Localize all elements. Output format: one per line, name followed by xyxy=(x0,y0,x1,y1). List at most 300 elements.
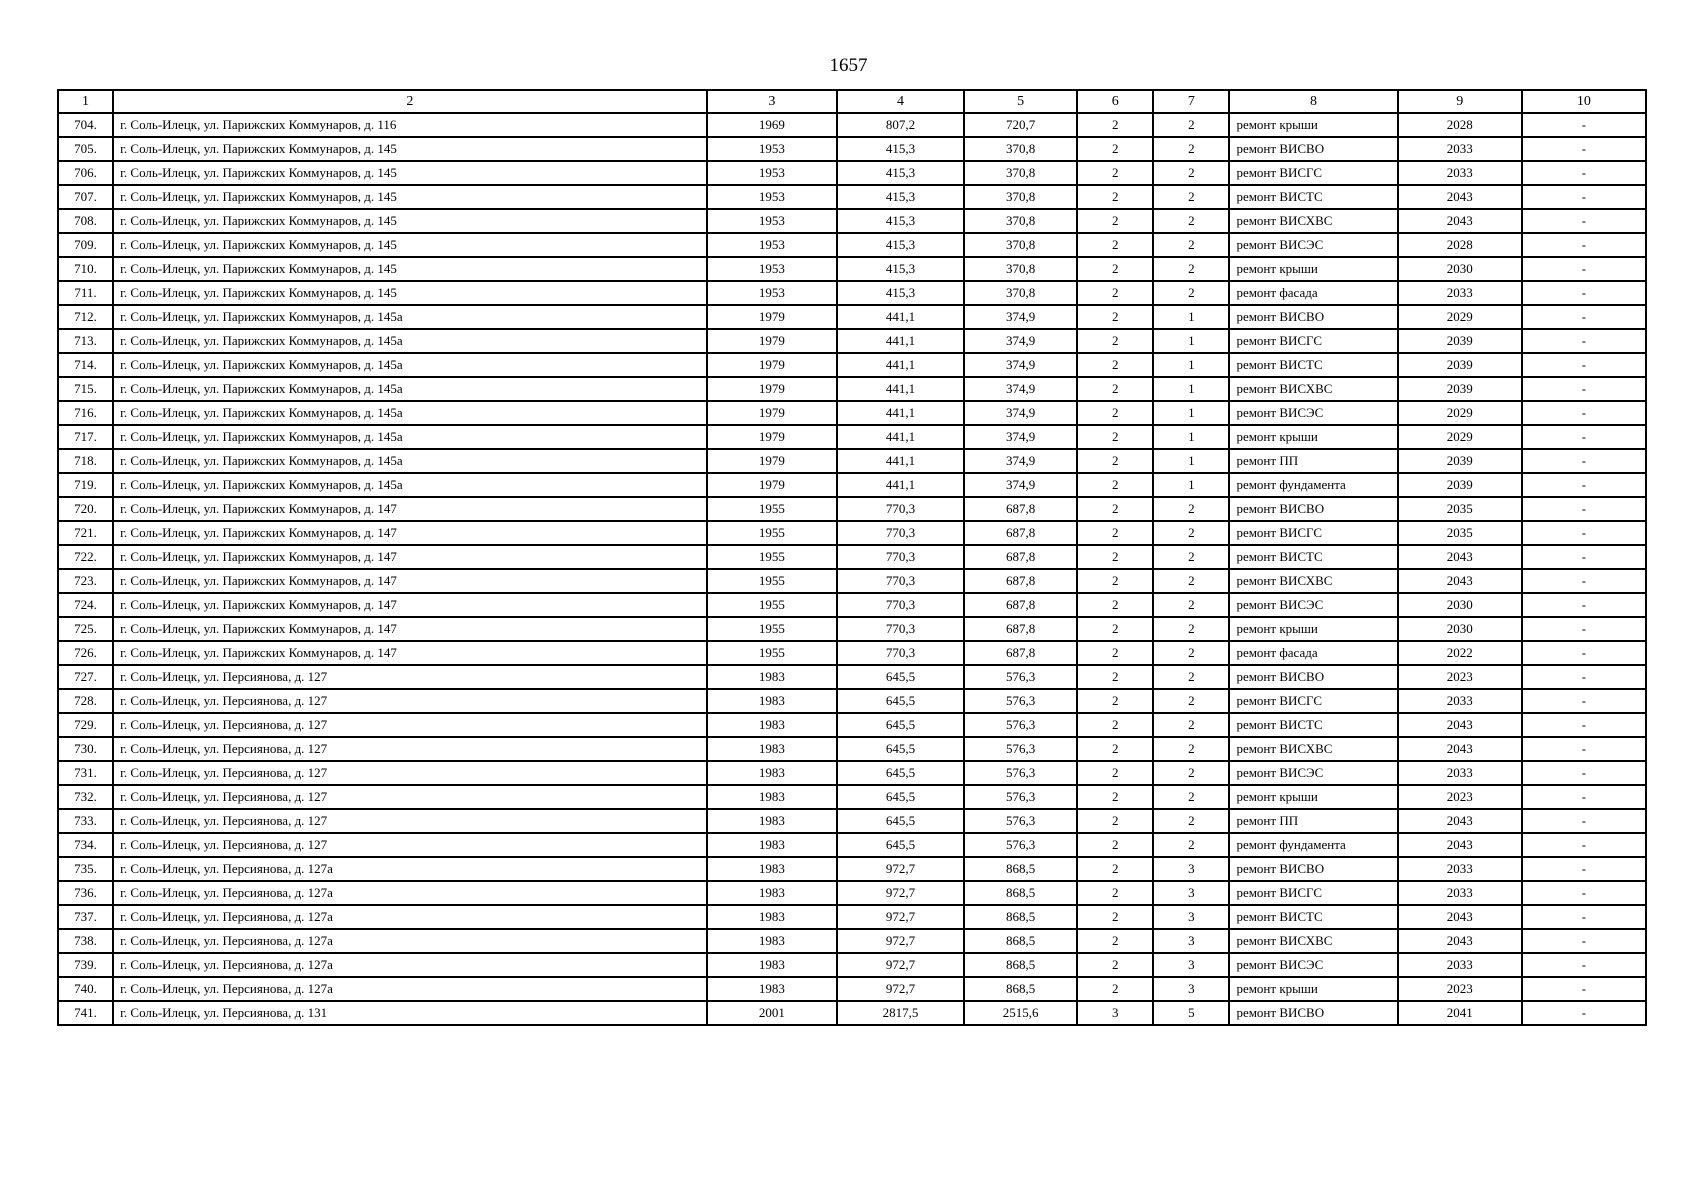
row-number-cell: 734. xyxy=(58,833,113,857)
address-cell: г. Соль-Илецк, ул. Персиянова, д. 127а xyxy=(113,953,707,977)
work-type-cell: ремонт ВИСХВС xyxy=(1229,569,1397,593)
entrances-cell: 1 xyxy=(1153,449,1229,473)
table-row xyxy=(58,497,1646,521)
note-cell: - xyxy=(1522,521,1646,545)
work-type-cell: ремонт ВИСВО xyxy=(1229,1001,1397,1025)
total-area-cell: 770,3 xyxy=(837,569,964,593)
address-cell: г. Соль-Илецк, ул. Парижских Коммунаров, д. 145а xyxy=(113,353,707,377)
column-header-8: 8 xyxy=(1229,90,1397,113)
planned-year-cell: 2033 xyxy=(1398,953,1522,977)
entrances-cell: 3 xyxy=(1153,977,1229,1001)
work-type-cell: ремонт ВИСГС xyxy=(1229,881,1397,905)
table-row xyxy=(58,281,1646,305)
living-area-cell: 687,8 xyxy=(964,641,1077,665)
address-cell: г. Соль-Илецк, ул. Парижских Коммунаров, д. 147 xyxy=(113,521,707,545)
year-built-cell: 1983 xyxy=(707,857,837,881)
row-number-cell: 714. xyxy=(58,353,113,377)
address-cell: г. Соль-Илецк, ул. Парижских Коммунаров, д. 145а xyxy=(113,425,707,449)
note-cell: - xyxy=(1522,545,1646,569)
column-header-1: 1 xyxy=(58,90,113,113)
living-area-cell: 576,3 xyxy=(964,665,1077,689)
note-cell: - xyxy=(1522,593,1646,617)
note-cell: - xyxy=(1522,977,1646,1001)
floors-cell: 2 xyxy=(1077,281,1153,305)
planned-year-cell: 2033 xyxy=(1398,137,1522,161)
address-cell: г. Соль-Илецк, ул. Парижских Коммунаров, д. 145 xyxy=(113,281,707,305)
note-cell: - xyxy=(1522,785,1646,809)
entrances-cell: 5 xyxy=(1153,1001,1229,1025)
row-number-cell: 736. xyxy=(58,881,113,905)
table-row xyxy=(58,473,1646,497)
year-built-cell: 1953 xyxy=(707,185,837,209)
floors-cell: 2 xyxy=(1077,377,1153,401)
work-type-cell: ремонт ВИСТС xyxy=(1229,185,1397,209)
table-row xyxy=(58,425,1646,449)
planned-year-cell: 2028 xyxy=(1398,113,1522,137)
work-type-cell: ремонт ВИСГС xyxy=(1229,329,1397,353)
table-body xyxy=(58,113,1646,1025)
living-area-cell: 576,3 xyxy=(964,737,1077,761)
address-cell: г. Соль-Илецк, ул. Парижских Коммунаров, д. 116 xyxy=(113,113,707,137)
note-cell: - xyxy=(1522,737,1646,761)
note-cell: - xyxy=(1522,665,1646,689)
living-area-cell: 576,3 xyxy=(964,809,1077,833)
entrances-cell: 1 xyxy=(1153,329,1229,353)
row-number-cell: 722. xyxy=(58,545,113,569)
work-type-cell: ремонт ВИСЭС xyxy=(1229,233,1397,257)
total-area-cell: 441,1 xyxy=(837,353,964,377)
living-area-cell: 374,9 xyxy=(964,329,1077,353)
address-cell: г. Соль-Илецк, ул. Парижских Коммунаров, д. 145а xyxy=(113,473,707,497)
total-area-cell: 441,1 xyxy=(837,377,964,401)
row-number-cell: 718. xyxy=(58,449,113,473)
table-row xyxy=(58,521,1646,545)
work-type-cell: ремонт ВИСТС xyxy=(1229,905,1397,929)
living-area-cell: 687,8 xyxy=(964,569,1077,593)
living-area-cell: 576,3 xyxy=(964,761,1077,785)
column-header-3: 3 xyxy=(707,90,837,113)
entrances-cell: 3 xyxy=(1153,881,1229,905)
planned-year-cell: 2033 xyxy=(1398,881,1522,905)
floors-cell: 2 xyxy=(1077,737,1153,761)
planned-year-cell: 2039 xyxy=(1398,473,1522,497)
address-cell: г. Соль-Илецк, ул. Персиянова, д. 127 xyxy=(113,713,707,737)
living-area-cell: 687,8 xyxy=(964,521,1077,545)
entrances-cell: 2 xyxy=(1153,737,1229,761)
entrances-cell: 2 xyxy=(1153,209,1229,233)
year-built-cell: 1983 xyxy=(707,809,837,833)
address-cell: г. Соль-Илецк, ул. Парижских Коммунаров, д. 145а xyxy=(113,401,707,425)
planned-year-cell: 2029 xyxy=(1398,425,1522,449)
address-cell: г. Соль-Илецк, ул. Парижских Коммунаров, д. 147 xyxy=(113,617,707,641)
year-built-cell: 1955 xyxy=(707,521,837,545)
address-cell: г. Соль-Илецк, ул. Парижских Коммунаров, д. 147 xyxy=(113,641,707,665)
total-area-cell: 645,5 xyxy=(837,833,964,857)
total-area-cell: 415,3 xyxy=(837,185,964,209)
work-type-cell: ремонт ВИСВО xyxy=(1229,497,1397,521)
entrances-cell: 2 xyxy=(1153,641,1229,665)
note-cell: - xyxy=(1522,497,1646,521)
work-type-cell: ремонт ВИСЭС xyxy=(1229,761,1397,785)
planned-year-cell: 2023 xyxy=(1398,785,1522,809)
year-built-cell: 1979 xyxy=(707,377,837,401)
work-type-cell: ремонт ВИСЭС xyxy=(1229,401,1397,425)
planned-year-cell: 2022 xyxy=(1398,641,1522,665)
row-number-cell: 721. xyxy=(58,521,113,545)
note-cell: - xyxy=(1522,689,1646,713)
row-number-cell: 717. xyxy=(58,425,113,449)
table-row xyxy=(58,617,1646,641)
row-number-cell: 709. xyxy=(58,233,113,257)
living-area-cell: 374,9 xyxy=(964,401,1077,425)
planned-year-cell: 2035 xyxy=(1398,497,1522,521)
floors-cell: 2 xyxy=(1077,809,1153,833)
work-type-cell: ремонт ВИСЭС xyxy=(1229,953,1397,977)
total-area-cell: 2817,5 xyxy=(837,1001,964,1025)
note-cell: - xyxy=(1522,233,1646,257)
entrances-cell: 2 xyxy=(1153,545,1229,569)
total-area-cell: 770,3 xyxy=(837,617,964,641)
total-area-cell: 441,1 xyxy=(837,305,964,329)
year-built-cell: 1979 xyxy=(707,353,837,377)
planned-year-cell: 2029 xyxy=(1398,401,1522,425)
note-cell: - xyxy=(1522,305,1646,329)
year-built-cell: 1979 xyxy=(707,305,837,329)
row-number-cell: 729. xyxy=(58,713,113,737)
row-number-cell: 704. xyxy=(58,113,113,137)
table-row xyxy=(58,593,1646,617)
note-cell: - xyxy=(1522,449,1646,473)
floors-cell: 2 xyxy=(1077,905,1153,929)
living-area-cell: 576,3 xyxy=(964,713,1077,737)
table-row xyxy=(58,161,1646,185)
table-row xyxy=(58,353,1646,377)
row-number-cell: 727. xyxy=(58,665,113,689)
total-area-cell: 770,3 xyxy=(837,641,964,665)
work-type-cell: ремонт фундамента xyxy=(1229,473,1397,497)
table-row xyxy=(58,737,1646,761)
row-number-cell: 723. xyxy=(58,569,113,593)
entrances-cell: 3 xyxy=(1153,905,1229,929)
living-area-cell: 720,7 xyxy=(964,113,1077,137)
table-row xyxy=(58,881,1646,905)
column-header-9: 9 xyxy=(1398,90,1522,113)
row-number-cell: 711. xyxy=(58,281,113,305)
planned-year-cell: 2043 xyxy=(1398,185,1522,209)
year-built-cell: 1955 xyxy=(707,641,837,665)
living-area-cell: 2515,6 xyxy=(964,1001,1077,1025)
row-number-cell: 737. xyxy=(58,905,113,929)
table-row xyxy=(58,953,1646,977)
note-cell: - xyxy=(1522,425,1646,449)
planned-year-cell: 2039 xyxy=(1398,377,1522,401)
floors-cell: 2 xyxy=(1077,953,1153,977)
work-type-cell: ремонт крыши xyxy=(1229,785,1397,809)
year-built-cell: 1955 xyxy=(707,497,837,521)
row-number-cell: 738. xyxy=(58,929,113,953)
work-type-cell: ремонт крыши xyxy=(1229,977,1397,1001)
entrances-cell: 2 xyxy=(1153,593,1229,617)
table-row xyxy=(58,569,1646,593)
column-header-7: 7 xyxy=(1153,90,1229,113)
row-number-cell: 713. xyxy=(58,329,113,353)
entrances-cell: 1 xyxy=(1153,353,1229,377)
total-area-cell: 441,1 xyxy=(837,425,964,449)
entrances-cell: 2 xyxy=(1153,281,1229,305)
column-header-6: 6 xyxy=(1077,90,1153,113)
total-area-cell: 770,3 xyxy=(837,545,964,569)
note-cell: - xyxy=(1522,113,1646,137)
table-row xyxy=(58,641,1646,665)
living-area-cell: 374,9 xyxy=(964,377,1077,401)
table-row xyxy=(58,785,1646,809)
entrances-cell: 2 xyxy=(1153,785,1229,809)
year-built-cell: 1953 xyxy=(707,233,837,257)
living-area-cell: 868,5 xyxy=(964,977,1077,1001)
floors-cell: 2 xyxy=(1077,977,1153,1001)
year-built-cell: 1979 xyxy=(707,473,837,497)
work-type-cell: ремонт ВИСЭС xyxy=(1229,593,1397,617)
address-cell: г. Соль-Илецк, ул. Парижских Коммунаров, д. 145 xyxy=(113,137,707,161)
table-row xyxy=(58,713,1646,737)
floors-cell: 2 xyxy=(1077,545,1153,569)
total-area-cell: 972,7 xyxy=(837,905,964,929)
table-row xyxy=(58,305,1646,329)
planned-year-cell: 2023 xyxy=(1398,665,1522,689)
note-cell: - xyxy=(1522,257,1646,281)
entrances-cell: 2 xyxy=(1153,113,1229,137)
floors-cell: 2 xyxy=(1077,761,1153,785)
planned-year-cell: 2029 xyxy=(1398,305,1522,329)
address-cell: г. Соль-Илецк, ул. Персиянова, д. 127 xyxy=(113,785,707,809)
living-area-cell: 868,5 xyxy=(964,953,1077,977)
floors-cell: 2 xyxy=(1077,209,1153,233)
year-built-cell: 1983 xyxy=(707,713,837,737)
total-area-cell: 441,1 xyxy=(837,401,964,425)
note-cell: - xyxy=(1522,137,1646,161)
row-number-cell: 732. xyxy=(58,785,113,809)
total-area-cell: 441,1 xyxy=(837,473,964,497)
row-number-cell: 716. xyxy=(58,401,113,425)
living-area-cell: 687,8 xyxy=(964,545,1077,569)
planned-year-cell: 2033 xyxy=(1398,761,1522,785)
note-cell: - xyxy=(1522,353,1646,377)
work-type-cell: ремонт фундамента xyxy=(1229,833,1397,857)
total-area-cell: 415,3 xyxy=(837,233,964,257)
year-built-cell: 1979 xyxy=(707,401,837,425)
total-area-cell: 415,3 xyxy=(837,209,964,233)
year-built-cell: 1983 xyxy=(707,881,837,905)
living-area-cell: 370,8 xyxy=(964,161,1077,185)
floors-cell: 2 xyxy=(1077,401,1153,425)
table-header xyxy=(58,90,1646,113)
living-area-cell: 868,5 xyxy=(964,929,1077,953)
page-number: 1657 xyxy=(829,55,868,76)
planned-year-cell: 2043 xyxy=(1398,209,1522,233)
total-area-cell: 645,5 xyxy=(837,689,964,713)
entrances-cell: 3 xyxy=(1153,929,1229,953)
note-cell: - xyxy=(1522,761,1646,785)
note-cell: - xyxy=(1522,281,1646,305)
planned-year-cell: 2033 xyxy=(1398,161,1522,185)
floors-cell: 2 xyxy=(1077,713,1153,737)
year-built-cell: 1953 xyxy=(707,137,837,161)
work-type-cell: ремонт ВИСТС xyxy=(1229,353,1397,377)
work-type-cell: ремонт ПП xyxy=(1229,449,1397,473)
work-type-cell: ремонт ВИСВО xyxy=(1229,665,1397,689)
floors-cell: 2 xyxy=(1077,425,1153,449)
note-cell: - xyxy=(1522,401,1646,425)
planned-year-cell: 2028 xyxy=(1398,233,1522,257)
floors-cell: 2 xyxy=(1077,113,1153,137)
table-row xyxy=(58,401,1646,425)
planned-year-cell: 2043 xyxy=(1398,545,1522,569)
work-type-cell: ремонт фасада xyxy=(1229,641,1397,665)
work-type-cell: ремонт ВИСХВС xyxy=(1229,377,1397,401)
entrances-cell: 2 xyxy=(1153,713,1229,737)
note-cell: - xyxy=(1522,1001,1646,1025)
row-number-cell: 708. xyxy=(58,209,113,233)
table-row xyxy=(58,257,1646,281)
total-area-cell: 972,7 xyxy=(837,977,964,1001)
address-cell: г. Соль-Илецк, ул. Парижских Коммунаров, д. 145а xyxy=(113,449,707,473)
row-number-cell: 726. xyxy=(58,641,113,665)
floors-cell: 2 xyxy=(1077,353,1153,377)
floors-cell: 2 xyxy=(1077,593,1153,617)
entrances-cell: 2 xyxy=(1153,617,1229,641)
note-cell: - xyxy=(1522,473,1646,497)
total-area-cell: 972,7 xyxy=(837,929,964,953)
entrances-cell: 2 xyxy=(1153,257,1229,281)
year-built-cell: 1983 xyxy=(707,953,837,977)
total-area-cell: 807,2 xyxy=(837,113,964,137)
column-header-10: 10 xyxy=(1522,90,1646,113)
work-type-cell: ремонт крыши xyxy=(1229,257,1397,281)
total-area-cell: 645,5 xyxy=(837,785,964,809)
note-cell: - xyxy=(1522,329,1646,353)
entrances-cell: 1 xyxy=(1153,473,1229,497)
year-built-cell: 1979 xyxy=(707,449,837,473)
year-built-cell: 1983 xyxy=(707,905,837,929)
table-row xyxy=(58,857,1646,881)
note-cell: - xyxy=(1522,161,1646,185)
row-number-cell: 710. xyxy=(58,257,113,281)
living-area-cell: 374,9 xyxy=(964,425,1077,449)
work-type-cell: ремонт фасада xyxy=(1229,281,1397,305)
work-type-cell: ремонт ВИСХВС xyxy=(1229,929,1397,953)
planned-year-cell: 2043 xyxy=(1398,713,1522,737)
total-area-cell: 770,3 xyxy=(837,497,964,521)
address-cell: г. Соль-Илецк, ул. Парижских Коммунаров, д. 145 xyxy=(113,233,707,257)
floors-cell: 2 xyxy=(1077,617,1153,641)
year-built-cell: 1983 xyxy=(707,785,837,809)
address-cell: г. Соль-Илецк, ул. Персиянова, д. 127а xyxy=(113,929,707,953)
year-built-cell: 1979 xyxy=(707,425,837,449)
table-row xyxy=(58,233,1646,257)
planned-year-cell: 2033 xyxy=(1398,281,1522,305)
note-cell: - xyxy=(1522,617,1646,641)
floors-cell: 2 xyxy=(1077,641,1153,665)
work-type-cell: ремонт крыши xyxy=(1229,113,1397,137)
entrances-cell: 2 xyxy=(1153,137,1229,161)
floors-cell: 2 xyxy=(1077,665,1153,689)
address-cell: г. Соль-Илецк, ул. Персиянова, д. 127а xyxy=(113,977,707,1001)
floors-cell: 2 xyxy=(1077,449,1153,473)
entrances-cell: 2 xyxy=(1153,185,1229,209)
registry-table xyxy=(57,89,1647,1026)
address-cell: г. Соль-Илецк, ул. Парижских Коммунаров, д. 147 xyxy=(113,569,707,593)
entrances-cell: 2 xyxy=(1153,161,1229,185)
row-number-cell: 731. xyxy=(58,761,113,785)
entrances-cell: 1 xyxy=(1153,401,1229,425)
floors-cell: 2 xyxy=(1077,257,1153,281)
row-number-cell: 735. xyxy=(58,857,113,881)
floors-cell: 2 xyxy=(1077,857,1153,881)
table-row xyxy=(58,329,1646,353)
work-type-cell: ремонт ВИСВО xyxy=(1229,305,1397,329)
planned-year-cell: 2033 xyxy=(1398,857,1522,881)
living-area-cell: 370,8 xyxy=(964,137,1077,161)
column-header-5: 5 xyxy=(964,90,1077,113)
floors-cell: 2 xyxy=(1077,305,1153,329)
table-row xyxy=(58,665,1646,689)
planned-year-cell: 2041 xyxy=(1398,1001,1522,1025)
total-area-cell: 770,3 xyxy=(837,593,964,617)
living-area-cell: 576,3 xyxy=(964,689,1077,713)
living-area-cell: 374,9 xyxy=(964,305,1077,329)
planned-year-cell: 2043 xyxy=(1398,809,1522,833)
note-cell: - xyxy=(1522,713,1646,737)
living-area-cell: 868,5 xyxy=(964,857,1077,881)
living-area-cell: 687,8 xyxy=(964,593,1077,617)
living-area-cell: 687,8 xyxy=(964,497,1077,521)
note-cell: - xyxy=(1522,641,1646,665)
work-type-cell: ремонт ПП xyxy=(1229,809,1397,833)
address-cell: г. Соль-Илецк, ул. Парижских Коммунаров, д. 147 xyxy=(113,497,707,521)
year-built-cell: 1983 xyxy=(707,977,837,1001)
note-cell: - xyxy=(1522,809,1646,833)
table-row xyxy=(58,113,1646,137)
table-row xyxy=(58,905,1646,929)
address-cell: г. Соль-Илецк, ул. Персиянова, д. 131 xyxy=(113,1001,707,1025)
table-row xyxy=(58,377,1646,401)
table-row xyxy=(58,761,1646,785)
year-built-cell: 1983 xyxy=(707,737,837,761)
note-cell: - xyxy=(1522,209,1646,233)
floors-cell: 2 xyxy=(1077,881,1153,905)
address-cell: г. Соль-Илецк, ул. Парижских Коммунаров, д. 147 xyxy=(113,545,707,569)
total-area-cell: 972,7 xyxy=(837,857,964,881)
living-area-cell: 687,8 xyxy=(964,617,1077,641)
total-area-cell: 972,7 xyxy=(837,953,964,977)
address-cell: г. Соль-Илецк, ул. Парижских Коммунаров, д. 147 xyxy=(113,593,707,617)
entrances-cell: 2 xyxy=(1153,833,1229,857)
planned-year-cell: 2030 xyxy=(1398,593,1522,617)
row-number-cell: 719. xyxy=(58,473,113,497)
note-cell: - xyxy=(1522,881,1646,905)
planned-year-cell: 2043 xyxy=(1398,929,1522,953)
planned-year-cell: 2043 xyxy=(1398,569,1522,593)
floors-cell: 2 xyxy=(1077,329,1153,353)
year-built-cell: 1953 xyxy=(707,209,837,233)
address-cell: г. Соль-Илецк, ул. Персиянова, д. 127 xyxy=(113,761,707,785)
total-area-cell: 645,5 xyxy=(837,737,964,761)
year-built-cell: 1983 xyxy=(707,689,837,713)
total-area-cell: 972,7 xyxy=(837,881,964,905)
planned-year-cell: 2039 xyxy=(1398,449,1522,473)
work-type-cell: ремонт ВИСВО xyxy=(1229,857,1397,881)
planned-year-cell: 2043 xyxy=(1398,737,1522,761)
